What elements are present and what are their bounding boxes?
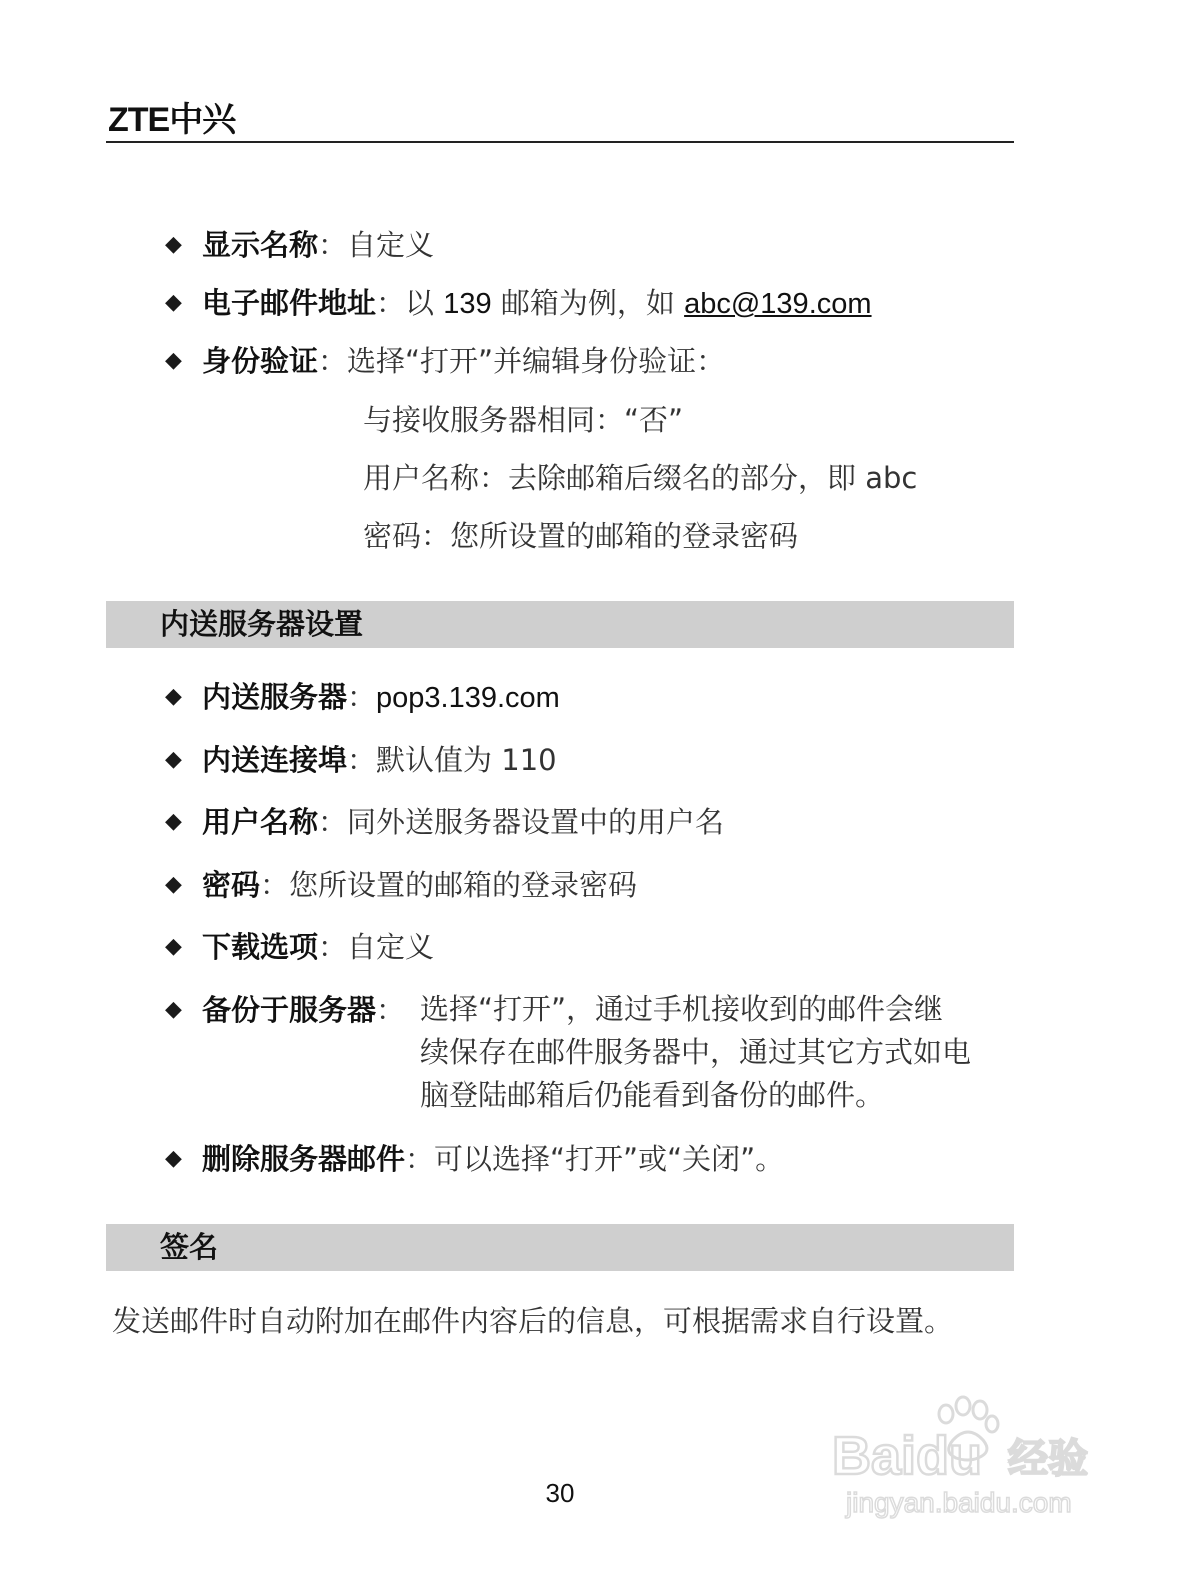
diamond-bullet-icon: ◆ [165, 997, 182, 1022]
authentication-label: 身份验证 [202, 344, 319, 378]
email-address-label: 电子邮件地址 [202, 286, 377, 320]
list-item: 备份于服务器： [202, 993, 406, 1027]
section-title: 内送服务器设置 [160, 607, 364, 641]
diamond-bullet-icon: ◆ [165, 684, 182, 709]
diamond-bullet-icon: ◆ [165, 1146, 182, 1171]
list-item: 显示名称：自定义 [202, 228, 435, 262]
diamond-bullet-icon: ◆ [165, 290, 182, 315]
svg-text:jingyan.baidu.com: jingyan.baidu.com [846, 1487, 1072, 1518]
svg-text:经验: 经验 [1008, 1436, 1088, 1482]
page-number: 30 [545, 1478, 575, 1508]
display-name-value: 自定义 [347, 228, 435, 262]
svg-text:Baidu: Baidu [832, 1426, 983, 1486]
email-example-link: abc@139.com [684, 288, 872, 320]
list-item: 内送连接埠：默认值为 110 [202, 743, 557, 777]
list-item: 密码：您所设置的邮箱的登录密码 [202, 868, 638, 902]
section-header-incoming [106, 601, 1014, 648]
diamond-bullet-icon: ◆ [165, 232, 182, 257]
auth-subitem: 用户名称：去除邮箱后缀名的部分，即 abc [363, 461, 918, 495]
baidu-watermark-logo [828, 1392, 1108, 1522]
diamond-bullet-icon: ◆ [165, 348, 182, 373]
display-name-label: 显示名称 [202, 228, 319, 262]
list-item: 内送服务器：pop3.139.com [202, 680, 560, 714]
diamond-bullet-icon: ◆ [165, 934, 182, 959]
section-title: 签名 [160, 1230, 219, 1264]
diamond-bullet-icon: ◆ [165, 809, 182, 834]
diamond-bullet-icon: ◆ [165, 747, 182, 772]
signature-description: 发送邮件时自动附加在邮件内容后的信息，可根据需求自行设置。 [112, 1304, 954, 1338]
header-divider [106, 141, 1014, 143]
list-item: 电子邮件地址：以 139 邮箱为例，如 abc@139.com [202, 286, 872, 320]
diamond-bullet-icon: ◆ [165, 872, 182, 897]
backup-description: 选择“打开”，通过手机接收到的邮件会继 续保存在邮件服务器中，通过其它方式如电 脑登陆邮箱后仍能看到备份的邮件。 [420, 992, 972, 1112]
zte-logo: ZTE中兴 [108, 101, 236, 139]
authentication-value: 选择“打开”并编辑身份验证： [347, 344, 726, 378]
list-item: 用户名称：同外送服务器设置中的用户名 [202, 805, 725, 839]
section-header-signature [106, 1224, 1014, 1271]
list-item: 下载选项：自定义 [202, 930, 435, 964]
auth-subitem: 密码：您所设置的邮箱的登录密码 [363, 519, 799, 553]
list-item: 删除服务器邮件：可以选择“打开”或“关闭”。 [202, 1142, 785, 1176]
auth-subitem: 与接收服务器相同：“否” [363, 403, 684, 437]
list-item: 身份验证：选择“打开”并编辑身份验证： [202, 344, 726, 378]
